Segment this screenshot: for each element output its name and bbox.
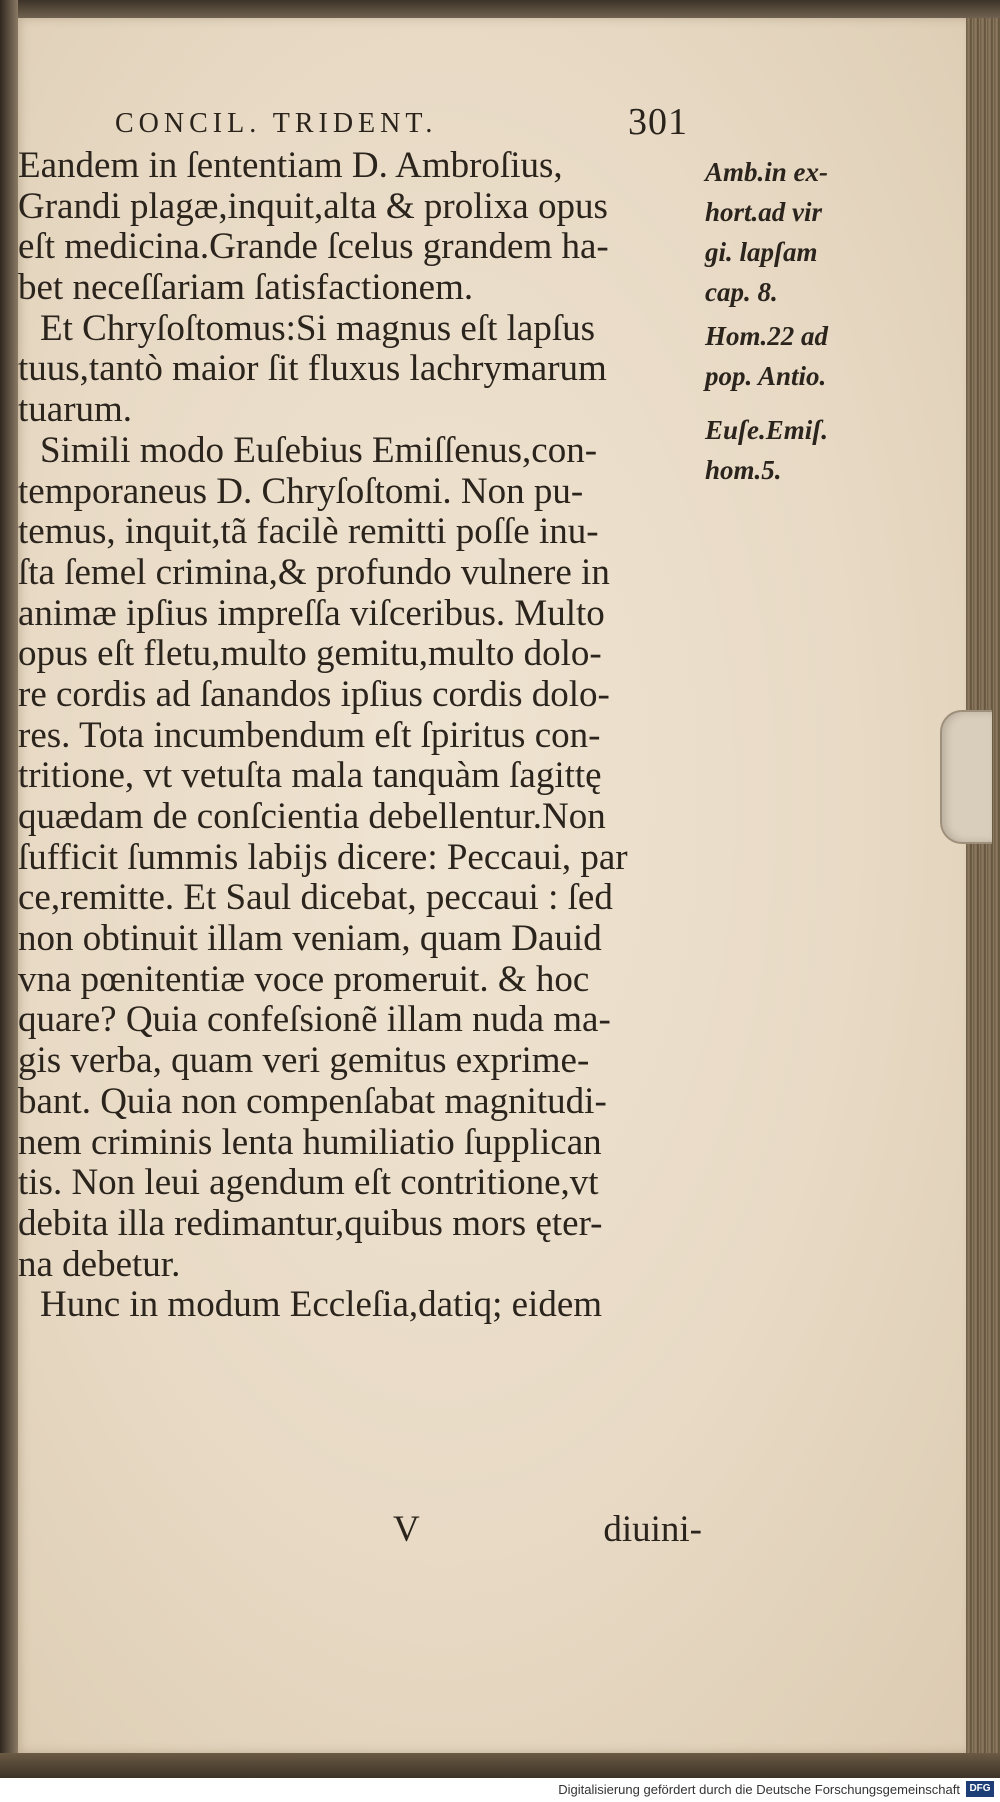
marginal-line: gi. lapſam <box>705 237 818 267</box>
text-line: debita illa redimantur,quibus mors ęter- <box>18 1202 603 1244</box>
marginal-note-eusebius <box>705 410 895 490</box>
text-line: opus eſt fletu,multo gemitu,multo dolo- <box>18 633 602 675</box>
dfg-logo-icon: DFG <box>966 1781 994 1797</box>
text-line: ce,remitte. Et Saul dicebat, peccaui : ſed <box>18 877 613 919</box>
marginal-line: Amb.in ex- <box>705 157 829 187</box>
marginal-line: hom.5. <box>705 455 782 485</box>
text-line: Hunc in modum Eccleſia,datiq; eidem <box>40 1284 603 1326</box>
marginal-line: Hom.22 ad <box>705 321 829 351</box>
text-line: gis verba, quam veri gemitus exprime- <box>18 1040 590 1082</box>
text-line: Eandem in ſententiam D. Ambroſius, <box>18 145 563 186</box>
text-line: res. Tota incumbendum eſt ſpiritus con- <box>18 714 601 756</box>
text-line: temporaneus D. Chryſoſtomi. Non pu- <box>18 470 584 512</box>
page-header <box>115 100 695 150</box>
text-line: non obtinuit illam veniam, quam Dauid <box>18 918 602 960</box>
text-line: bet neceſſariam ſatisfactionem. <box>18 267 474 309</box>
text-line: na debetur. <box>18 1243 181 1285</box>
book-clasp-shape <box>940 710 992 844</box>
text-line: re cordis ad ſanandos ipſius cordis dolo- <box>18 673 610 715</box>
catchword: diuini- <box>603 1509 702 1550</box>
bottom-binding-shadow <box>0 1753 1000 1778</box>
text-line: ſta ſemel crimina,& profundo vulnere in <box>18 551 610 593</box>
page-edges-stack <box>966 18 1000 1778</box>
running-head: CONCIL. TRIDENT. <box>115 108 438 139</box>
text-line: tritione, vt vetuſta mala tanquàm ſagittę <box>18 755 602 797</box>
page-number: 301 <box>628 101 688 143</box>
text-line: quare? Quia confeſsionẽ illam nuda ma- <box>18 999 611 1041</box>
text-line: nem criminis lenta humiliatio ſupplican <box>18 1121 602 1163</box>
body-text <box>18 146 708 1326</box>
marginal-line: pop. Antio. <box>705 361 827 391</box>
marginal-note-ambrose <box>705 152 895 312</box>
marginal-note-chrysostom <box>705 316 895 396</box>
text-line: eſt medicina.Grande ſcelus grandem ha- <box>18 226 609 268</box>
signature-mark: V <box>393 1509 420 1550</box>
text-line: tuarum. <box>18 389 133 431</box>
text-line: temus, inquit,tã facilè remitti poſſe inu- <box>18 511 599 553</box>
text-line: tis. Non leui agendum eſt contritione,vt <box>18 1162 599 1204</box>
marginal-line: cap. 8. <box>705 277 778 307</box>
marginal-line: Euſe.Emiſ. <box>705 415 829 445</box>
text-line: Simili modo Euſebius Emiſſenus,con- <box>40 429 598 471</box>
text-line: ſufficit ſummis labijs dicere: Peccaui, par <box>18 836 628 878</box>
left-page-edge <box>0 0 18 1802</box>
text-line: bant. Quia non compenſabat magnitudi- <box>18 1080 607 1122</box>
text-line: Et Chryſoſtomus:Si magnus eſt lapſus <box>40 307 595 349</box>
text-line: vna pœnitentiæ voce promeruit. & hoc <box>18 958 590 1000</box>
marginal-notes <box>705 152 895 490</box>
text-line: Grandi plagæ,inquit,alta & prolixa opus <box>18 185 608 227</box>
marginal-line: hort.ad vir <box>705 197 823 227</box>
text-line: quædam de conſcientia debellentur.Non <box>18 796 606 837</box>
funding-footer: Digitalisierung gefördert durch die Deutsche Forschungsgemeinschaft <box>558 1782 960 1797</box>
text-line: tuus,tantò maior ſit fluxus lachrymarum <box>18 348 607 390</box>
text-line: animæ ipſius impreſſa viſceribus. Multo <box>18 592 605 634</box>
catch-line <box>18 1509 708 1550</box>
